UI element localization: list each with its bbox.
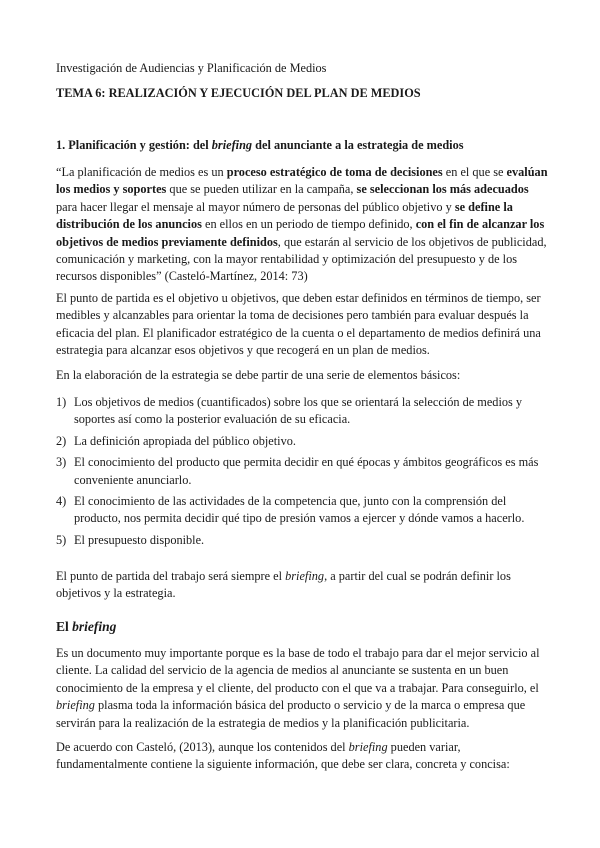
list-item: 1) Los objetivos de medios (cuantificados) sobre los que se orientará la selección de medios y soportes así como la posterior evaluación de su eficacia.: [56, 395, 523, 427]
list-item: 5) El presupuesto disponible.: [56, 532, 205, 547]
section-heading: 1. Planificación y gestión: del briefing del anunciante a la estrategia de medios: [56, 138, 464, 152]
quote-text: que se pueden utilizar en la campaña,: [166, 182, 357, 197]
paragraph: El punto de partida es el objetivo u objetivos, que deben estar definidos en términos de tiempo, ser medibles y alcanzables para orientar la toma de decisiones pero también para evaluar después la eficacia del plan. El planificador estratégico de la cuenta o el departamento de medios definirá una estrategia para alcanzar esos objetivos y que recogerá en un plan de medios.: [56, 291, 541, 358]
quote-emphasis: se define la distribución de los anuncios: [56, 199, 513, 232]
quote-text: en el que se: [442, 165, 507, 179]
paragraph: El punto de partida del trabajo será siempre el briefing, a partir del cual se podrán definir los objetivos y la estrategia.: [56, 569, 511, 601]
quote-emphasis: se seleccionan los más adecuados: [356, 182, 529, 197]
paragraph: De acuerdo con Casteló, (2013), aunque los contenidos del briefing pueden variar, fundamentalmente contiene la siguiente información, que debe ser clara, concreta y concisa:: [56, 740, 510, 772]
quote-text: , que estarán al servicio de los objetivos de publicidad, comunicación y marketing, con la mayor rentabilidad y optimización del presupuesto y de los recursos disponibles” (Casteló-Martínez, 2014: 73): [56, 234, 547, 284]
section-heading: El briefing: [56, 619, 117, 634]
quote-emphasis: evalúan los medios y soportes: [56, 165, 548, 197]
paragraph: En la elaboración de la estrategia se debe partir de una serie de elementos básicos:: [56, 368, 461, 382]
quote-text: para hacer llegar el mensaje al mayor número de personas del público objetivo y: [56, 199, 455, 214]
list-item: 4) El conocimiento de las actividades de la competencia que, junto con la comprensión del producto, nos permita decidir qué tipo de presión vamos a ejercer y dónde vamos a hacerlo.: [56, 494, 525, 526]
chapter-title: TEMA 6: REALIZACIÓN Y EJECUCIÓN DEL PLAN DE MEDIOS: [56, 86, 421, 100]
course-title: Investigación de Audiencias y Planificación de Medios: [56, 61, 327, 75]
quote-emphasis: con el fin de alcanzar los objetivos de medios previamente definidos: [56, 217, 545, 249]
list-item: 2) La definición apropiada del público objetivo.: [56, 433, 296, 448]
quote-emphasis: proceso estratégico de toma de decisiones: [226, 165, 443, 179]
definition-quote: [56, 164, 548, 286]
quote-text: “La planificación de medios es un: [56, 165, 227, 179]
list-item: 3) El conocimiento del producto que permita decidir en qué épocas y ámbitos geográficos es más conveniente anunciarlo.: [56, 455, 539, 487]
elements-list: [56, 394, 548, 553]
quote-text: en ellos en un periodo de tiempo definido,: [201, 217, 416, 232]
paragraph: Es un documento muy importante porque es la base de todo el trabajo para dar el mejor servicio al cliente. La calidad del servicio de la agencia de medios al anunciante se sustenta en un buen conocimiento de la empresa y el cliente, del producto con el que va a trabajar. Para conseguirlo, el briefing plasma toda la información básica del producto o servicio y de la marca o empresa que servirán para la realización de la estrategia de medios y la planificación publicitaria.: [56, 646, 540, 730]
